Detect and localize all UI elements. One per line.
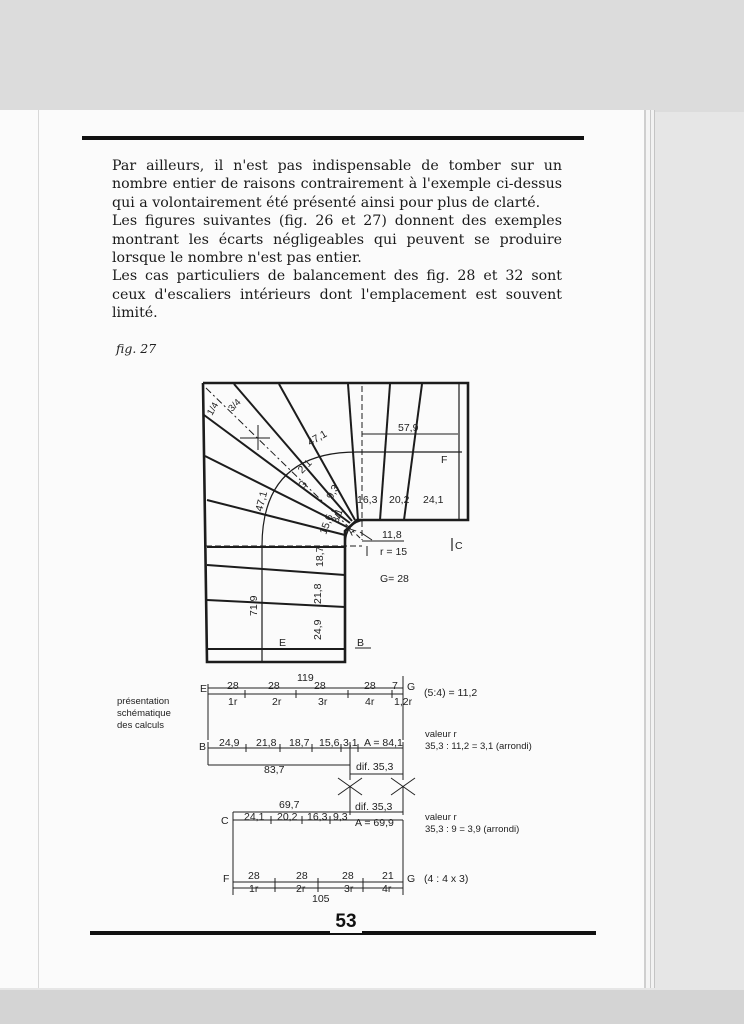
value: 28 xyxy=(227,680,239,692)
dim-24-1: 24,1 xyxy=(423,494,444,506)
point-B-plan: B xyxy=(357,637,365,649)
value: 28 xyxy=(342,870,354,882)
figure-label: fig. 27 xyxy=(116,341,157,356)
total-69-7: 69,7 xyxy=(279,799,300,811)
walking-line xyxy=(262,452,462,662)
value: 28 xyxy=(268,680,280,692)
value: 15,6 xyxy=(319,737,340,749)
calc-row-1-labels xyxy=(200,672,477,708)
value: 3,1 xyxy=(343,737,358,749)
dim-3-1: 3,1 xyxy=(329,507,346,526)
riser: 2r xyxy=(296,883,306,895)
dim-2-1: 2,1 xyxy=(295,457,315,477)
point-F: F xyxy=(223,873,230,885)
value: 21 xyxy=(382,870,394,882)
page-number: 53 xyxy=(330,911,362,933)
value: 28 xyxy=(296,870,308,882)
area: A = 69,9 xyxy=(355,817,394,829)
dim-21-8: 21,8 xyxy=(312,583,324,604)
value: 28 xyxy=(248,870,260,882)
formula: (4 : 4 x 3) xyxy=(424,873,469,885)
dim-71-9: 71,9 xyxy=(248,595,260,616)
value: 24,1 xyxy=(244,811,265,823)
riser: 4r xyxy=(382,883,392,895)
total-105: 105 xyxy=(312,893,330,905)
value: 20,2 xyxy=(277,811,298,823)
label-quarter: 1/4 xyxy=(205,400,222,418)
total-119: 119 xyxy=(297,672,314,684)
paragraph: Les figures suivantes (fig. 26 et 27) donnent des exemples montrant les écarts négligeables qui peuvent se produire lorsque le nombre n'est pas entier. xyxy=(112,213,562,267)
value: 9,3 xyxy=(333,811,348,823)
dim-18-7: 18,7 xyxy=(314,546,326,567)
point-A: A xyxy=(345,524,359,538)
formula: (5:4) = 11,2 xyxy=(424,687,478,699)
calc-caption xyxy=(117,696,171,731)
point-E-plan: E xyxy=(279,637,287,649)
note-formula: 35,3 : 9 = 3,9 (arrondi) xyxy=(425,824,520,835)
value: 24,9 xyxy=(219,737,240,749)
dim-15-6: 15,6 xyxy=(317,512,336,537)
plan-labels xyxy=(205,397,463,649)
note-title: valeur r xyxy=(425,729,457,740)
going-label: G= 28 xyxy=(380,573,409,585)
dim-24-9: 24,9 xyxy=(312,619,324,640)
point-C-plan: C xyxy=(455,540,463,552)
note-formula: 35,3 : 11,2 = 3,1 (arrondi) xyxy=(425,741,532,752)
dim-47-1-top: 47,1 xyxy=(305,427,330,449)
label-three-quarter: 3/4 xyxy=(226,396,244,415)
value: 28 xyxy=(314,680,326,692)
riser: 3r xyxy=(318,696,328,708)
riser: 1r xyxy=(228,696,238,708)
value: 28 xyxy=(364,680,376,692)
value: 18,7 xyxy=(289,737,310,749)
riser: 4r xyxy=(365,696,375,708)
riser: 1r xyxy=(249,883,259,895)
value: 7 xyxy=(392,680,398,692)
difference: dif. 35,3 xyxy=(355,801,393,813)
value: 21,8 xyxy=(256,737,277,749)
caption-line: des calculs xyxy=(117,720,164,731)
area: A = 84,1 xyxy=(364,737,403,749)
paragraph: Par ailleurs, il n'est pas indispensable de tomber sur un nombre entier de raisons contrairement à l'exemple ci-dessus qui a volontairement été présenté ainsi pour plus de clarté. xyxy=(112,158,562,211)
dim-16-3: 16,3 xyxy=(357,494,378,506)
riser: 3r xyxy=(344,883,354,895)
caption-line: schématique xyxy=(117,708,171,719)
point-G: G xyxy=(407,873,416,885)
calc-row-3-labels xyxy=(221,799,519,835)
dim-20-2: 20,2 xyxy=(389,494,410,506)
riser: 1,2r xyxy=(394,696,413,708)
point-G: G xyxy=(407,681,416,693)
point-G-plan: G xyxy=(295,477,310,493)
paragraph: Les cas particuliers de balancement des fig. 28 et 32 sont ceux d'escaliers intérieurs dont l'emplacement est souvent limité. xyxy=(112,268,562,322)
value: 16,3 xyxy=(307,811,328,823)
point-C: C xyxy=(221,815,229,827)
riser: 2r xyxy=(272,696,282,708)
point-B: B xyxy=(199,741,207,753)
difference: dif. 35,3 xyxy=(356,761,394,773)
dim-9-3: 9,3 xyxy=(324,482,342,502)
radius-label: r = 15 xyxy=(380,546,408,558)
point-F: F xyxy=(441,454,448,466)
dim-47-1-left: 47,1 xyxy=(253,489,271,513)
point-E: E xyxy=(200,683,208,695)
subtotal: 83,7 xyxy=(264,764,285,776)
caption-line: présentation xyxy=(117,696,170,707)
dim-57-9: 57,9 xyxy=(398,422,419,434)
note-title: valeur r xyxy=(425,812,457,823)
dim-11-8: 11,8 xyxy=(382,529,402,541)
calc-row-2-labels xyxy=(199,729,532,776)
